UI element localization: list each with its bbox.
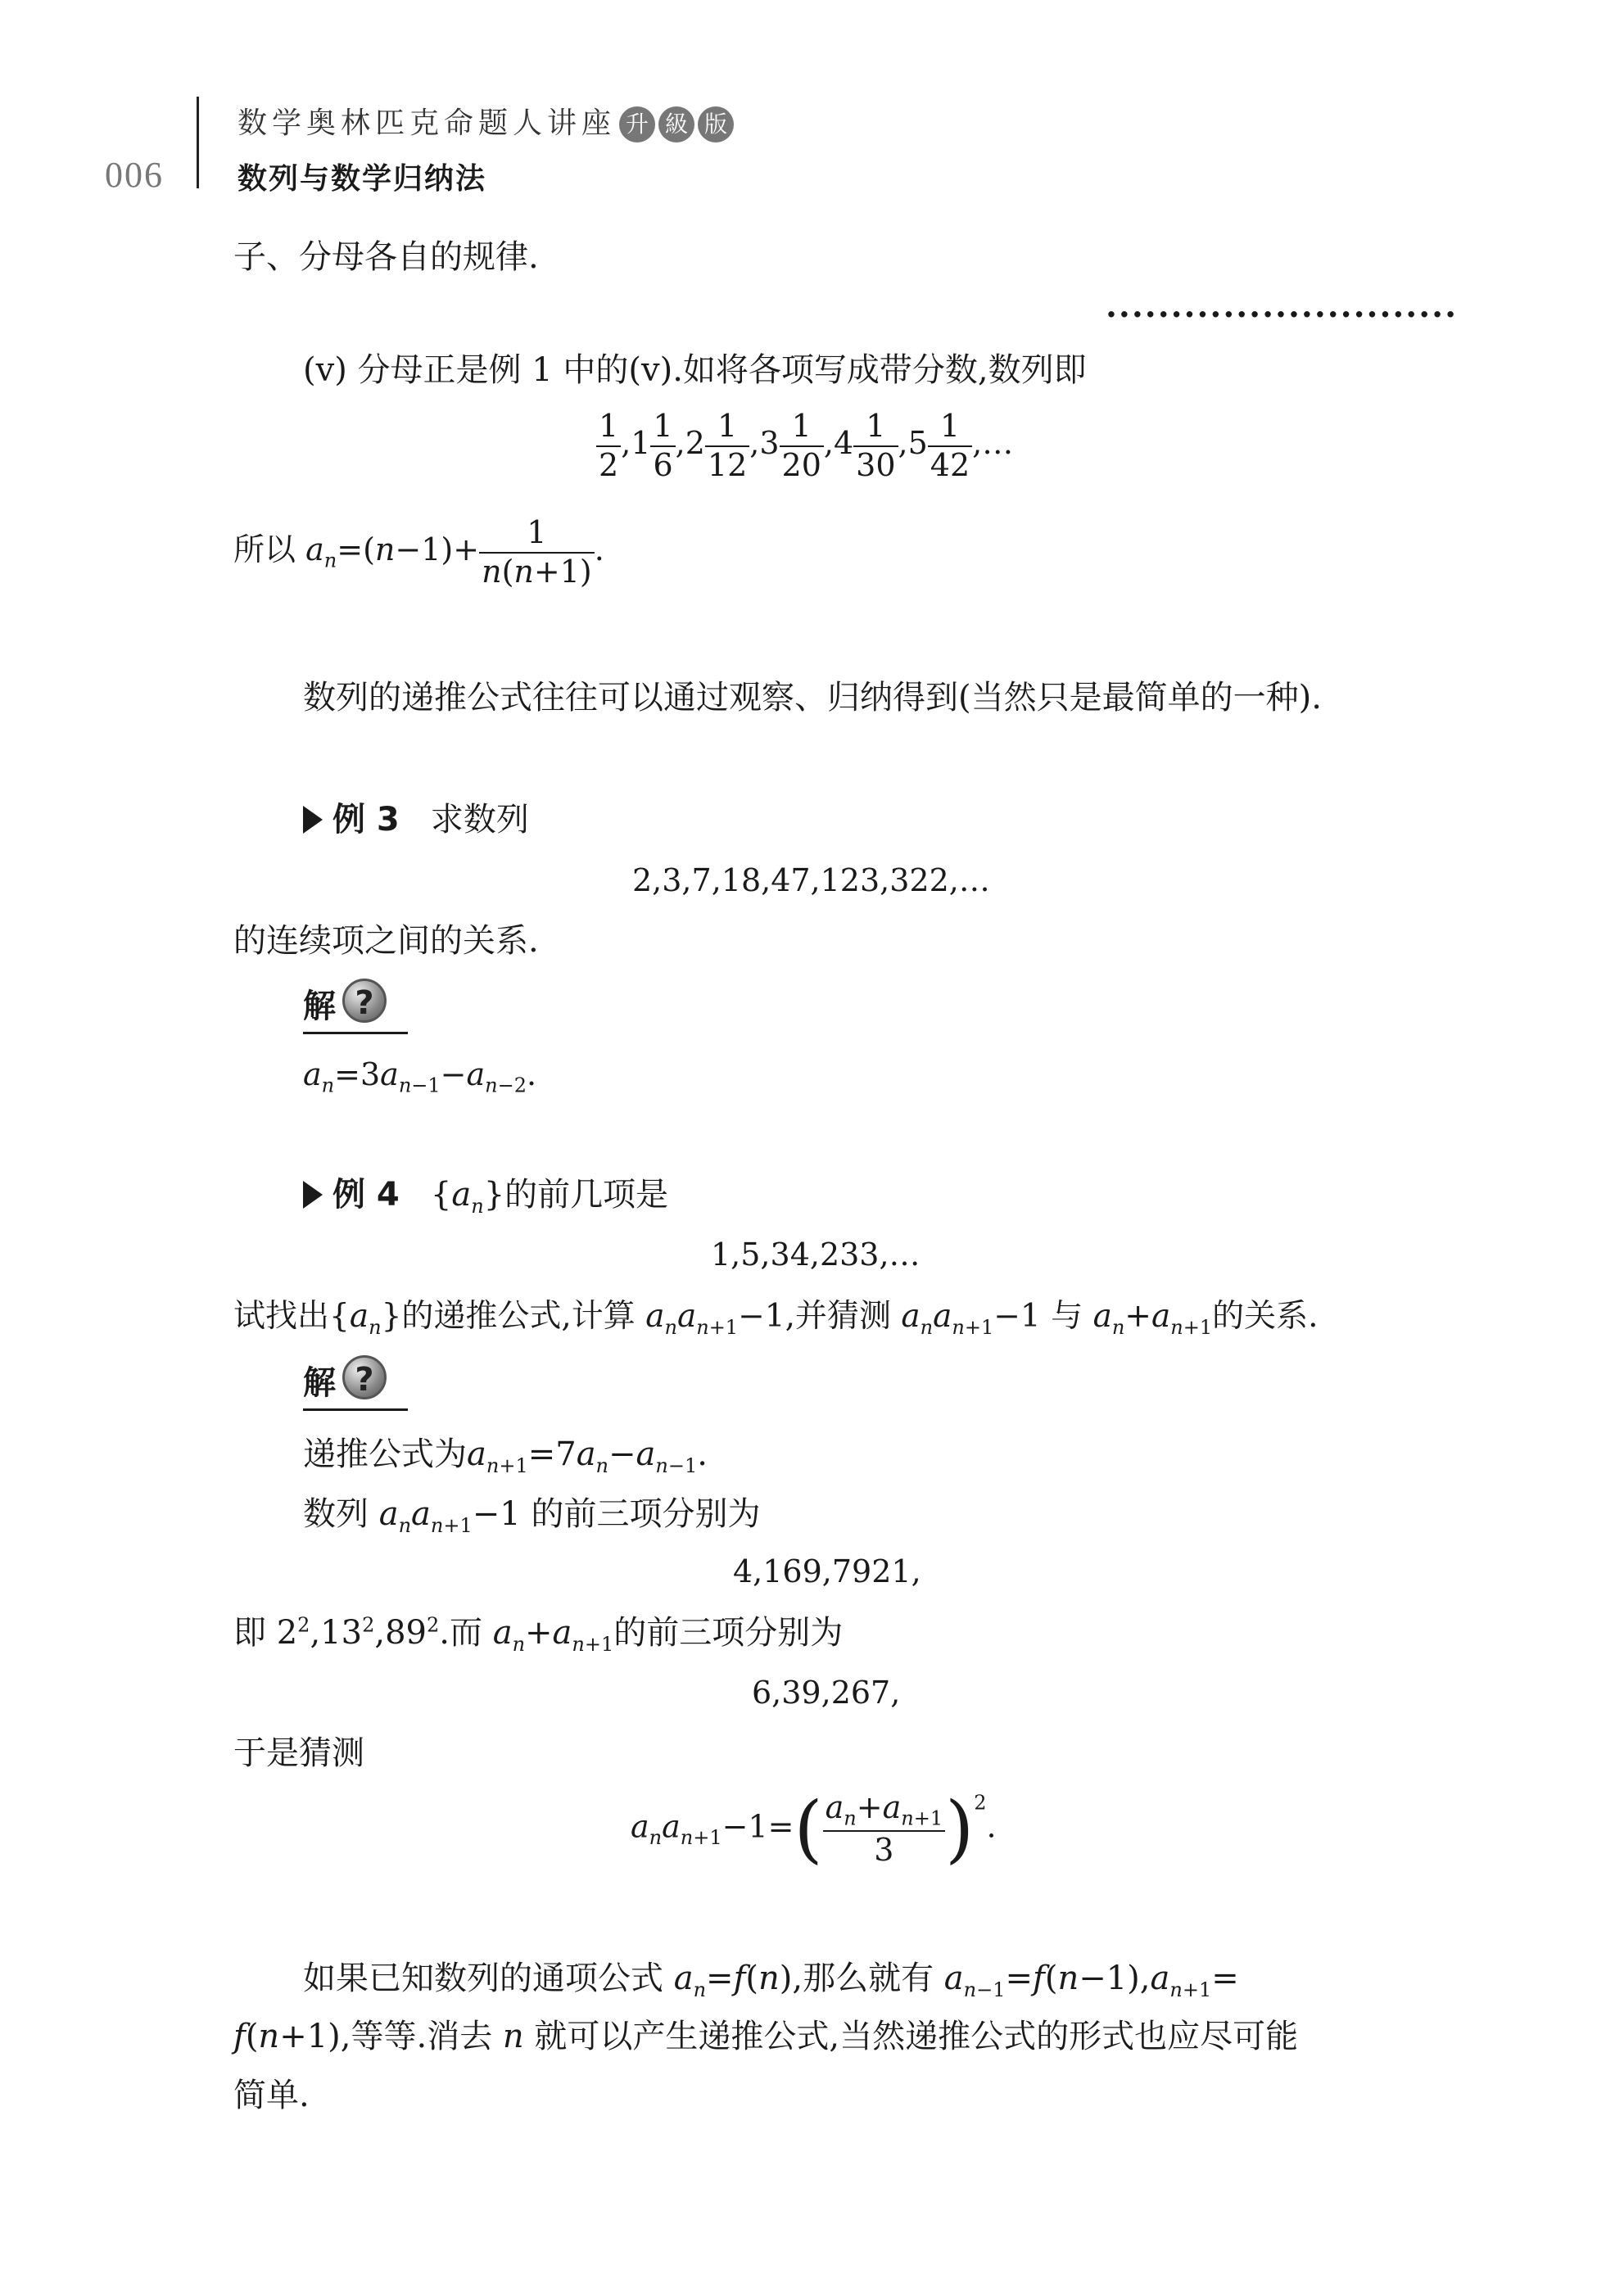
example-4-heading: 例 4 $\{a_n\}$的前几项是: [303, 1175, 668, 1218]
text-line: (v) 分母正是例 1 中的(v).如将各项写成带分数,数列即: [303, 351, 1087, 389]
header-divider: [197, 97, 199, 188]
badge-ban: 版: [698, 106, 734, 142]
sequence-line: 2,3,7,18,47,123,322,…: [632, 862, 990, 898]
sequence-line: 1,5,34,233,…: [711, 1236, 921, 1273]
formula-line: $a_n=3a_{n-1}-a_{n-2}$.: [303, 1056, 537, 1097]
text-line: 数列 $a_na_{n+1}-1$ 的前三项分别为: [303, 1495, 761, 1537]
mixed-fraction-sequence: $\frac{1}{2}$ ,1 $\frac{1}{6}$ ,2 $\frac{1}{12}$ ,3 $\frac{1}{20}$ ,4 $\frac{1}{30}$ ,5 $\frac{1}{42}$ ,…: [596, 408, 1013, 484]
triangle-icon: [303, 1181, 323, 1209]
page-number: 006: [105, 155, 164, 195]
text-line: 试找出$\{a_n\}$的递推公式,计算 $a_na_{n+1}-1$,并猜测 $a_na_{n+1}-1$ 与 $a_n+a_{n+1}$的关系.: [233, 1298, 1319, 1339]
text-line: 于是猜测: [233, 1734, 364, 1772]
question-icon: ?: [342, 979, 387, 1023]
text-line: 即 $2^2,13^2,89^2$.而 $a_n+a_{n+1}$的前三项分别为: [233, 1613, 844, 1656]
text-line: 简单.: [233, 2077, 310, 2114]
text-line: 的连续项之间的关系.: [233, 922, 539, 960]
text-line: 递推公式为$a_{n+1}=7a_n-a_{n-1}$.: [303, 1435, 708, 1477]
text-line: 子、分母各自的规律.: [233, 238, 539, 276]
text-line: 数列的递推公式往往可以通过观察、归纳得到(当然只是最简单的一种).: [303, 679, 1322, 717]
sequence-line: 4,169,7921,: [733, 1553, 921, 1589]
solution-label: 解 ?: [303, 979, 408, 1034]
badge-ji: 級: [658, 106, 694, 142]
text-line: 如果已知数列的通项公式 $a_n=f(n)$,那么就有 $a_{n-1}=f(n-1),a_{n+1}=$: [303, 1960, 1239, 2001]
dotted-separator: ...........................: [1106, 287, 1458, 325]
conjecture-formula: $a_na_{n+1}-1=$( $\frac{a_n+a_{n+1}}{3}$ )$^2$.: [631, 1786, 997, 1872]
text-line: f(n+1),等等.消去 n 就可以产生递推公式,当然递推公式的形式也应尽可能: [233, 2018, 1299, 2055]
book-title: 数列与数学归纳法: [237, 162, 487, 196]
solution-label: 解 ?: [303, 1355, 408, 1411]
sequence-line: 6,39,267,: [752, 1675, 901, 1711]
question-icon: ?: [342, 1355, 387, 1399]
example-3-heading: 例 3 求数列: [303, 800, 529, 839]
triangle-icon: [303, 806, 323, 834]
badge-sheng: 升: [619, 106, 655, 142]
series-title: 数学奥林匹克命题人讲座 升 級 版: [237, 100, 734, 142]
formula-line: 所以 $a_n=(n-1)+$ $\frac{1}{n(n+1)}$ .: [233, 514, 604, 590]
